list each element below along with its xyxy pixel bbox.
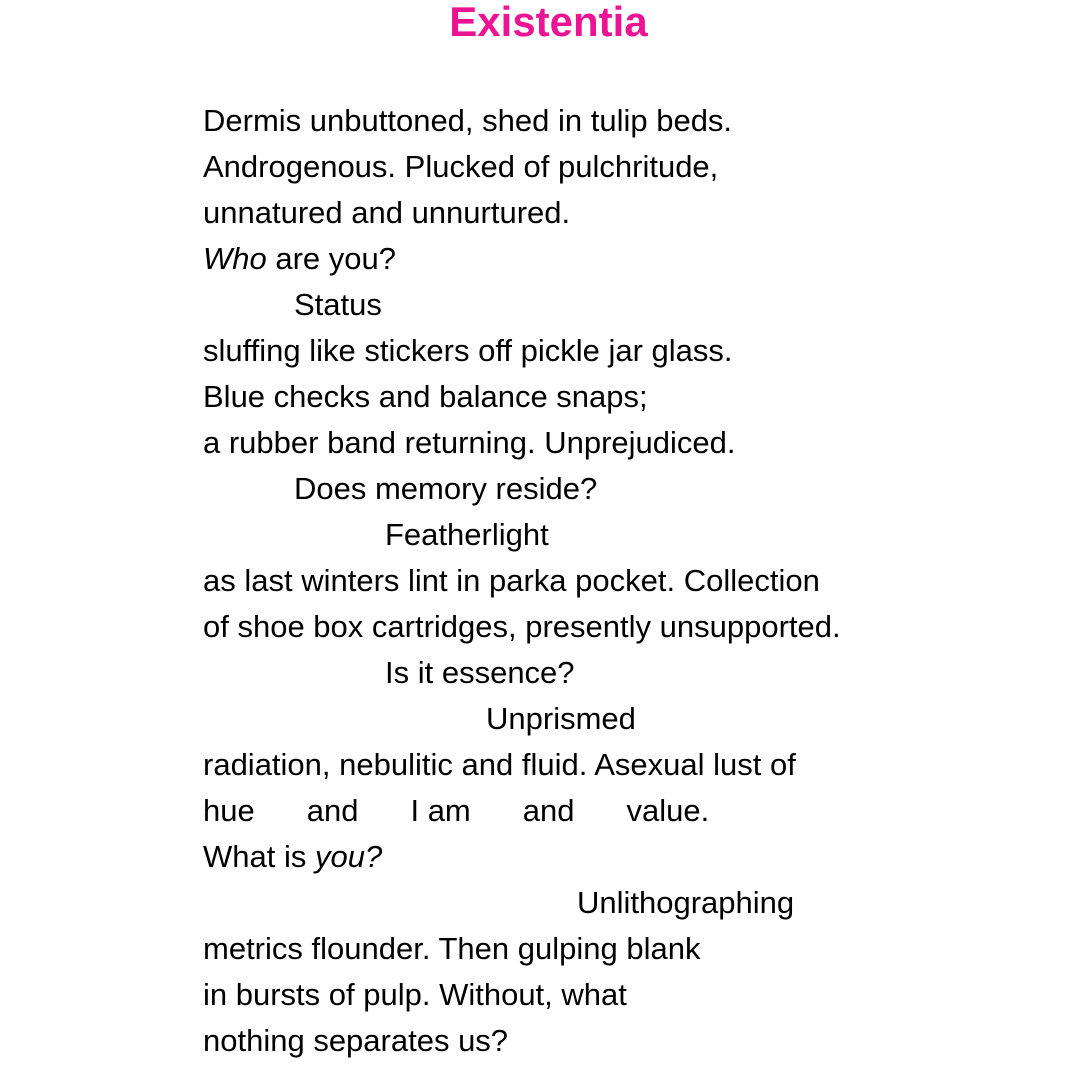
poem-line: as last winters lint in parka pocket. Collection [203,563,820,598]
poem-line: Is it essence? [385,655,575,690]
poem-word: and [306,793,359,828]
poem-title: Existentia [449,0,648,45]
poem-line: of shoe box cartridges, presently unsupported. [203,609,841,644]
poem-line-italic: you? [314,839,383,874]
poem-line-text: What is [203,839,315,874]
poem-word: and [522,793,575,828]
poem-line: Blue checks and balance snaps; [203,379,648,414]
poem-line-text: are you? [266,241,397,276]
poem-line: Unlithographing [577,885,795,920]
poem-line: Featherlight [385,517,549,552]
poem-line: in bursts of pulp. Without, what [203,977,627,1012]
poem-line: radiation, nebulitic and fluid. Asexual lust of [203,747,796,782]
poem-body [203,98,1063,1064]
poem-line-italic: Who [203,241,267,276]
poem-line [203,834,1063,880]
poem-line: Status [294,287,382,322]
poem-line: sluffing like stickers off pickle jar glass. [203,333,733,368]
poem-line: Does memory reside? [294,471,598,506]
poem-line: unnatured and unnurtured. [203,195,571,230]
poem-line: a rubber band returning. Unprejudiced. [203,425,736,460]
poem-line: Dermis unbuttoned, shed in tulip beds. [203,103,733,138]
poem-word: hue [203,793,255,828]
poem-word: value. [626,793,710,828]
poem-line: Androgenous. Plucked of pulchritude, [203,149,719,184]
poem-line: metrics flounder. Then gulping blank [203,931,701,966]
poem-line: nothing separates us? [203,1023,509,1058]
poem-line: Unprismed [486,701,636,736]
poem-line-spaced [203,788,1063,834]
poem-word: I am [410,793,471,828]
poem-line [203,236,1063,282]
